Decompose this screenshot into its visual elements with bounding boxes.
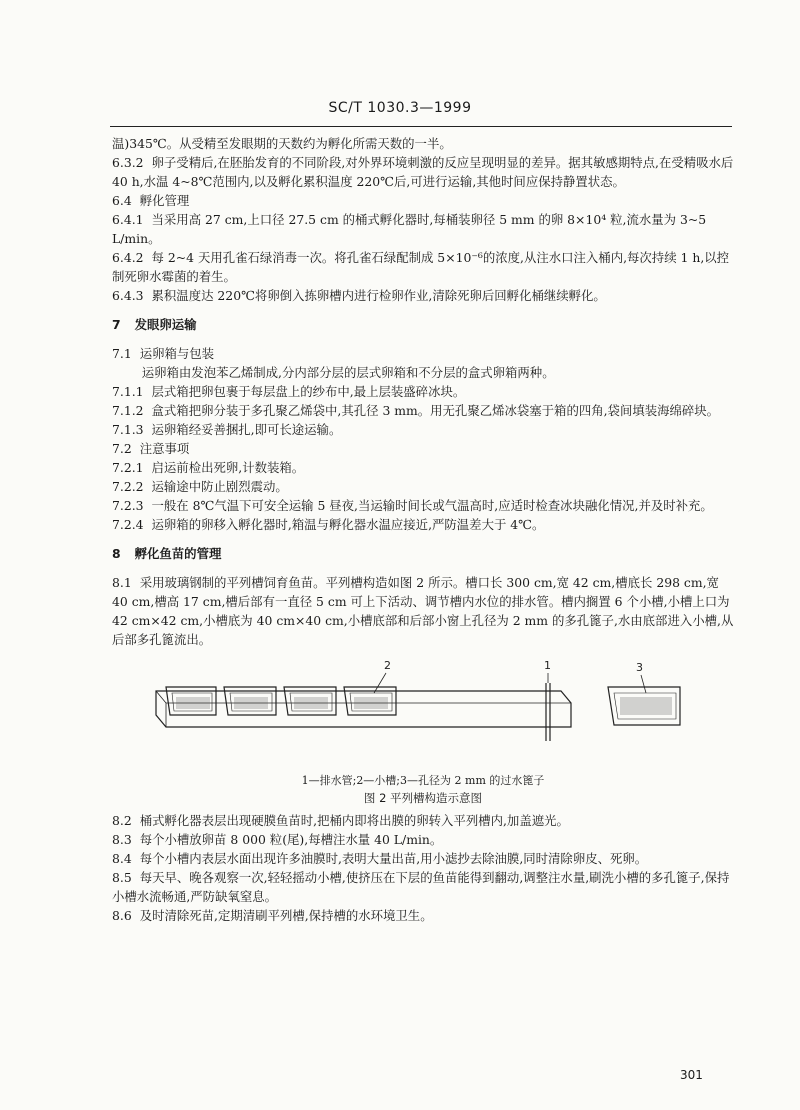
tray-mesh — [354, 697, 388, 709]
figure-legend: 1—排水管;2—小槽;3—孔径为 2 mm 的过水篦子 — [301, 774, 545, 787]
trough-drawing — [146, 653, 706, 773]
tray-mesh — [176, 697, 210, 709]
section-8-heading — [112, 544, 734, 563]
paragraph-text: 层式箱把卵包裹于每层盘上的纱布中,最上层装盛碎冰块。 — [151, 384, 466, 399]
paragraph-text: 每天早、晚各观察一次,轻轻摇动小槽,使挤压在下层的鱼苗能得到翻动,调整注水量,刷洗小槽的多孔篦子,保持小槽水流畅通,严防缺氧窒息。 — [112, 870, 730, 904]
clause-number: 6.4.2 — [112, 250, 144, 265]
tray-mesh — [234, 697, 268, 709]
paragraph-text: 运卵箱由发泡苯乙烯制成,分内部分层的层式卵箱和不分层的盒式卵箱两种。 — [141, 365, 555, 380]
paragraph-text: 桶式孵化器表层出现硬膜鱼苗时,把桶内即将出膜的卵转入平列槽内,加盖遮光。 — [139, 813, 569, 828]
heading-text: 运卵箱与包装 — [139, 346, 215, 361]
section-title: 孵化鱼苗的管理 — [134, 546, 222, 561]
section-number: 8 — [112, 546, 121, 561]
callout-3: 3 — [636, 661, 643, 674]
clause-number: 8.3 — [112, 832, 132, 847]
callout-2: 2 — [384, 659, 391, 672]
paragraph-text: 盒式箱把卵分装于多孔聚乙烯袋中,其孔径 3 mm。用无孔聚乙烯冰袋塞于箱的四角,袋间填装海绵碎块。 — [151, 403, 720, 418]
paragraph-8-2 — [112, 811, 734, 830]
standard-code-header: SC/T 1030.3—1999 — [328, 100, 472, 116]
section-title: 发眼卵运输 — [134, 317, 197, 332]
paragraph-continued — [112, 134, 734, 153]
clause-number: 8.1 — [112, 575, 132, 590]
paragraph-text: 每 2~4 天用孔雀石绿消毒一次。将孔雀石绿配制成 5×10⁻⁶的浓度,从注水口注入桶内,每次持续 1 h,以控制死卵水霉菌的着生。 — [112, 250, 730, 284]
paragraph-7-2-4 — [112, 515, 734, 534]
section-number: 7 — [112, 317, 121, 332]
paragraph-7-2-3 — [112, 496, 734, 515]
paragraph-text: 运卵箱的卵移入孵化器时,箱温与孵化器水温应接近,严防温差大于 4℃。 — [151, 517, 545, 532]
clause-number: 7.2.3 — [112, 498, 144, 513]
paragraph-text: 运输途中防止剧烈震动。 — [151, 479, 288, 494]
clause-number: 7.2.2 — [112, 479, 144, 494]
paragraph-8-3 — [112, 830, 734, 849]
clause-number: 8.2 — [112, 813, 132, 828]
clause-number: 7.2 — [112, 441, 132, 456]
clause-number: 7.1.1 — [112, 384, 144, 399]
heading-text: 注意事项 — [139, 441, 190, 456]
clause-number: 8.5 — [112, 870, 132, 885]
clause-number: 6.4.1 — [112, 212, 144, 227]
section-7-heading — [112, 315, 734, 334]
paragraph-8-4 — [112, 849, 734, 868]
callout-1: 1 — [544, 659, 551, 672]
clause-number: 6.3.2 — [112, 155, 144, 170]
page-number: 301 — [680, 1068, 703, 1082]
paragraph-7-2-1 — [112, 458, 734, 477]
clause-number: 8.6 — [112, 908, 132, 923]
tray-mesh — [294, 697, 328, 709]
clause-number: 6.4 — [112, 193, 132, 208]
heading-6-4 — [112, 191, 734, 210]
paragraph-text: 运卵箱经妥善捆扎,即可长途运输。 — [151, 422, 342, 437]
paragraph-text: 累积温度达 220℃将卵倒入拣卵槽内进行检卵作业,清除死卵后回孵化桶继续孵化。 — [151, 288, 606, 303]
clause-number: 6.4.3 — [112, 288, 144, 303]
paragraph-text: 及时清除死苗,定期清刷平列槽,保持槽的水环境卫生。 — [139, 908, 433, 923]
paragraph-7-1-2 — [112, 401, 734, 420]
paragraph-text: 采用玻璃钢制的平列槽饲育鱼苗。平列槽构造如图 2 所示。槽口长 300 cm,宽 42 cm,槽底长 298 cm,宽 40 cm,槽高 17 cm,槽后部有一直径 5 cm 可上下活动、调节槽内水位的排水管。槽内搁置 6 个小槽,小槽上口为 42 cm×42 cm,小槽底为 40 cm×40 cm,小槽底部和后部小窗上孔径为 2 mm 的多孔篦子,水由底部进入小槽,从后部多孔篦流出。 — [112, 575, 734, 647]
tray-mesh — [620, 697, 672, 715]
clause-number: 7.1.2 — [112, 403, 144, 418]
paragraph-text: 温)345℃。从受精至发眼期的天数约为孵化所需天数的一半。 — [112, 136, 452, 151]
clause-number: 7.2.1 — [112, 460, 144, 475]
clause-number: 8.4 — [112, 851, 132, 866]
paragraph-7-1-body — [112, 363, 734, 382]
heading-text: 孵化管理 — [139, 193, 190, 208]
paragraph-8-1 — [112, 573, 734, 649]
heading-7-2 — [112, 439, 734, 458]
paragraph-text: 当采用高 27 cm,上口径 27.5 cm 的桶式孵化器时,每桶装卵径 5 mm 的卵 8×10⁴ 粒,流水量为 3~5 L/min。 — [112, 212, 707, 246]
paragraph-text: 一般在 8℃气温下可安全运输 5 昼夜,当运输时间长或气温高时,应适时检查冰块融化情况,并及时补充。 — [151, 498, 713, 513]
clause-number: 7.1 — [112, 346, 132, 361]
clause-number: 7.1.3 — [112, 422, 144, 437]
paragraph-text: 启运前检出死卵,计数装箱。 — [151, 460, 305, 475]
paragraph-text: 每个小槽放卵苗 8 000 粒(尾),每槽注水量 40 L/min。 — [139, 832, 443, 847]
document-body — [112, 134, 734, 925]
paragraph-8-5 — [112, 868, 734, 906]
paragraph-6-3-2 — [112, 153, 734, 191]
paragraph-7-2-2 — [112, 477, 734, 496]
paragraph-text: 每个小槽内表层水面出现许多油膜时,表明大量出苗,用小滤抄去除油膜,同时清除卵皮、死卵。 — [139, 851, 648, 866]
drain-pipe — [546, 683, 550, 741]
figure-title: 图 2 平列槽构造示意图 — [363, 791, 483, 805]
paragraph-6-4-2 — [112, 248, 734, 286]
heading-7-1 — [112, 344, 734, 363]
paragraph-8-6 — [112, 906, 734, 925]
paragraph-text: 卵子受精后,在胚胎发育的不同阶段,对外界环境刺激的反应呈现明显的差异。据其敏感期特点,在受精吸水后 40 h,水温 4~8℃范围内,以及孵化累积温度 220℃后,可进行运输,其他时间应保持静置状态。 — [112, 155, 734, 189]
figure-2-trough-diagram — [112, 653, 734, 773]
header-rule — [110, 126, 732, 127]
paragraph-6-4-3 — [112, 286, 734, 305]
paragraph-7-1-1 — [112, 382, 734, 401]
paragraph-7-1-3 — [112, 420, 734, 439]
clause-number: 7.2.4 — [112, 517, 144, 532]
paragraph-6-4-1 — [112, 210, 734, 248]
